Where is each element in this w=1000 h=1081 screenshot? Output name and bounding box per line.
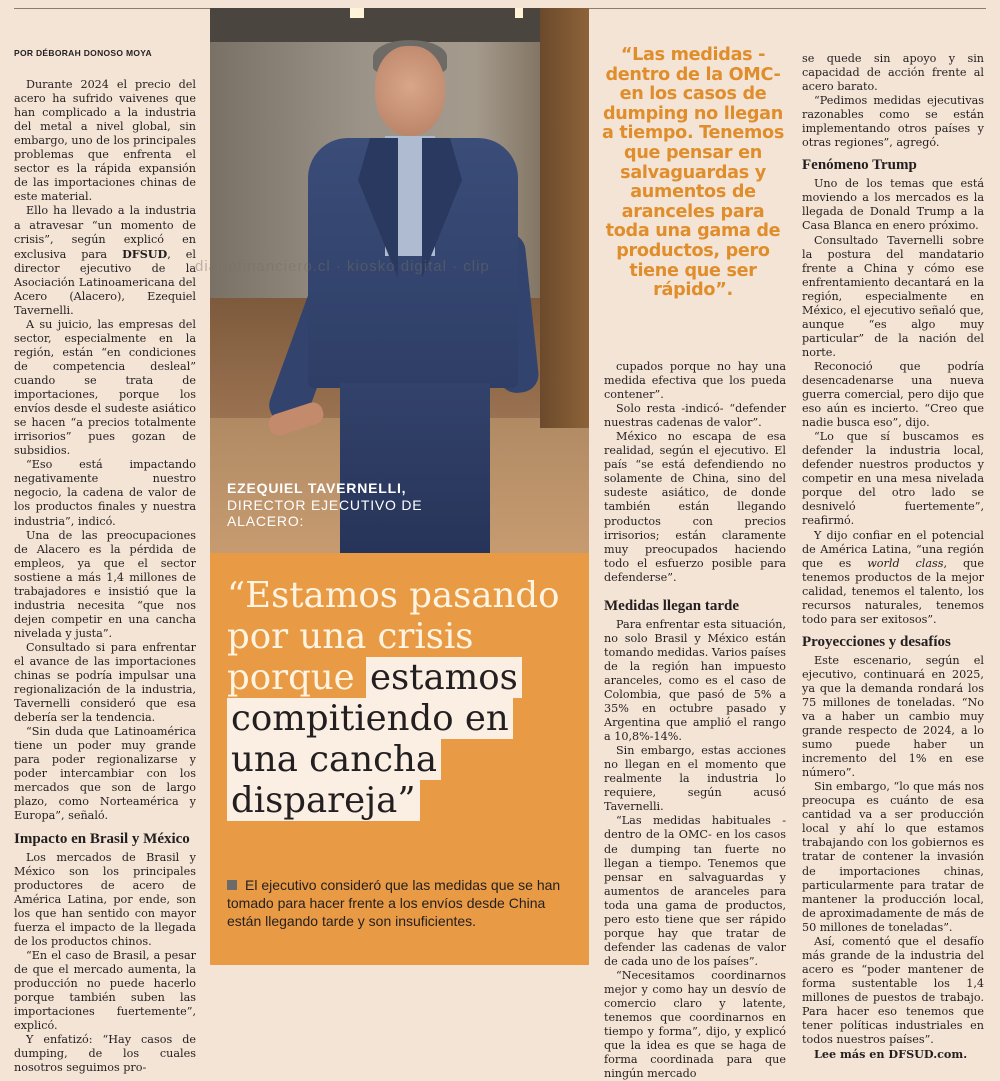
subheading: Proyecciones y desafíos xyxy=(802,633,951,650)
paragraph: Y dijo confiar en el potencial de América Latina, “una región que es world class, que tenemos productos de la mejor calidad, tenemos el talento, los recursos naturales, tenemos todo para ser exitosos”. xyxy=(802,528,984,626)
subheading: Fenómeno Trump xyxy=(802,157,917,174)
paragraph: se quede sin apoyo y sin capacidad de acción frente al acero barato. xyxy=(802,52,984,94)
paragraph: Para enfrentar esta situación, no solo Brasil y México están tomando medidas. Varios países de la región han impuesto aranceles, como es el caso de Colombia, que pasó de 5% a 35% en octubre pasado y Argentina que amplió el rango a 10,8%-14%. xyxy=(604,617,787,744)
read-more-link[interactable]: Lee más en DFSUD.com. xyxy=(814,1047,968,1062)
caption-org: ALACERO: xyxy=(227,513,305,529)
paragraph: cupados porque no hay una medida efectiva que los pueda contener”. xyxy=(604,360,786,402)
paragraph: “Lo que sí buscamos es defender la industria local, defender nuestros productos y competir en una mesa nivelada porque del otro lado se desniveló fuertemente”, reafirmó. xyxy=(802,430,984,528)
caption-name: EZEQUIEL TAVERNELLI, xyxy=(227,480,407,496)
square-bullet-icon xyxy=(227,880,237,890)
subheading: Impacto en Brasil y México xyxy=(14,830,190,847)
paragraph: “En el caso de Brasil, a pesar de que el mercado aumenta, la producción no puede hacerlo porque también suben las importaciones fuertemente”, explicó. xyxy=(14,948,196,1033)
paragraph: México no escapa de esa realidad, según el ejecutivo. El país “se está defendiendo no solamente de China, sino del sudeste asiático, de donde también están llegando productos con precios irrisorios; están claramente muy preocupados haciendo todo el esfuerzo posible para defenderse”. xyxy=(604,430,786,584)
summary: El ejecutivo consideró que las medidas que se han tomado para hacer frente a los envíos desde China están llegando tarde y son insuficientes. xyxy=(227,877,561,929)
column-3 xyxy=(604,360,786,1081)
watermark: diariofinanciero.cl · kiosko digital · clip xyxy=(195,258,490,275)
portrait-photo xyxy=(210,8,589,553)
highlighted-quote: estamos compitiendo en una cancha dispareja” xyxy=(227,657,522,821)
paragraph: Consultado si para enfrentar el avance de las importaciones chinas se podría impulsar una regionalización de la industria, Tavernelli consideró que esa debería ser la tendencia. xyxy=(14,640,196,725)
headline-quote: “Estamos pasando por una crisis porque estamos compitiendo en una cancha dispareja” xyxy=(227,575,560,821)
pull-quote: “Las medidas -dentro de la OMC- en los casos de dumping no llegan a tiempo. Tenemos que pensar en salvaguardas y aumentos de aranceles para toda una gama de productos, pero tiene que ser rápido”. xyxy=(601,45,785,301)
paragraph: Así, comentó que el desafío más grande de la industria del acero es “poder mantener de forma sustentable los 1,4 millones de puestos de trabajo. Para hacer eso tenemos que tener políticas industriales en todos nuestros países”. xyxy=(802,934,984,1047)
paragraph: Una de las preocupaciones de Alacero es la pérdida de empleos, ya que el sector sostiene a más 1,4 millones de trabajadores e insistió que la industria necesita “que nos dejen competir en una cancha nivelada y justa”. xyxy=(14,528,196,640)
brand-dfsud: DFSUD xyxy=(122,246,168,261)
paragraph: Sin embargo, “lo que más nos preocupa es cuánto de esa cantidad va a ser producción local y ahí lo que estamos trabajando con los gobiernos es tratar de contener la invasión de importaciones chinas, particularmente para tratar de mantener la producción local, de aproximadamente de más de 50 millones de toneladas”. xyxy=(802,780,984,934)
paragraph: Durante 2024 el precio del acero ha sufrido vaivenes que han complicado a la industria del metal a nivel global, sin embargo, uno de los principales problemas que enfrenta el sector es la rápida expansión de las importaciones chinas de este material. xyxy=(14,78,196,204)
paragraph: “Eso está impactando negativamente nuestro negocio, la cadena de valor de los productos finales y nuestra industria”, indicó. xyxy=(14,458,196,528)
paragraph: “Pedimos medidas ejecutivas razonables como se están implementando otros países y otras regiones”, agregó. xyxy=(802,94,984,150)
subheading: Medidas llegan tarde xyxy=(604,597,739,614)
paragraph: “Necesitamos coordinarnos mejor y como hay un desvío de comercio claro y latente, tenemos que coordinarnos en tiempo y forma”, dijo, y explicó que la idea es que se haga de forma coordinada para que ningún mercado xyxy=(604,968,786,1081)
paragraph: Los mercados de Brasil y México son los principales productores de acero de América Latina, por ende, son los que han sentido con mayor fuerza el impacto de la llegada de los productos chinos. xyxy=(14,850,196,948)
paragraph: Ello ha llevado a la industria a atravesar “un momento de crisis”, según explicó en exclusiva para DFSUD, el director ejecutivo de la Asociación Latinoamericana del Acero (Alacero), Ezequiel Tavernelli. xyxy=(14,204,196,317)
paragraph: Este escenario, según el ejecutivo, continuará en 2025, ya que la demanda rondará los 75 millones de toneladas. “No va a haber un cambio muy grande respecto de 2024, a lo sumo puede haber un incremento del 1% en ese número”. xyxy=(802,653,984,780)
caption-role: DIRECTOR EJECUTIVO DE xyxy=(227,496,423,513)
paragraph: A su juicio, las empresas del sector, especialmente en la región, están “en condiciones de competencia desleal” cuando se trata de importaciones, porque los envíos desde el sudeste asiático se hacen “a precios totalmente irrisorios” pues gozan de subsidios. xyxy=(14,317,196,458)
paragraph: Consultado Tavernelli sobre la postura del mandatario frente a China y cómo ese enfrentamiento decantará en la región, especialmente en México, el ejecutivo señaló que, aunque “es algo muy particular” de la nación del norte. xyxy=(802,233,984,359)
world-class: world class xyxy=(867,556,944,570)
paragraph: “Sin duda que Latinoamérica tiene un poder muy grande para poder regionalizarse y poder intercambiar con los mercados que son de largo plazo, como Norteamérica y Europa”, señaló. xyxy=(14,725,196,823)
byline: POR DÉBORAH DONOSO MOYA xyxy=(14,48,152,58)
paragraph: Y enfatizó: “Hay casos de dumping, de los cuales nosotros seguimos pro- xyxy=(14,1033,196,1075)
paragraph: Reconoció que podría desencadenarse una nueva guerra comercial, pero dijo que eso aún es incierto. “Creo que nadie busca eso”, dijo. xyxy=(802,359,984,430)
column-4 xyxy=(802,52,984,1061)
paragraph: Solo resta -indicó- “defender nuestras cadenas de valor”. xyxy=(604,402,786,430)
paragraph: Sin embargo, estas acciones no llegan en el momento que realmente la industria lo requiere, según acusó Tavernelli. xyxy=(604,744,786,814)
photo-caption xyxy=(227,480,422,530)
paragraph: Uno de los temas que está moviendo a los mercados es la llegada de Donald Trump a la Casa Blanca en enero próximo. xyxy=(802,177,984,233)
paragraph: “Las medidas habituales -dentro de la OMC- en los casos de dumping tan fuerte no llegan a tiempo. Tenemos que pensar en salvaguardas y aumentos de aranceles para toda una gama de productos, pero esto tiene que ser rápido porque hay que tratar de defender las cadenas de valor de cada uno de los países”. xyxy=(604,814,786,968)
column-1 xyxy=(14,0,196,1075)
